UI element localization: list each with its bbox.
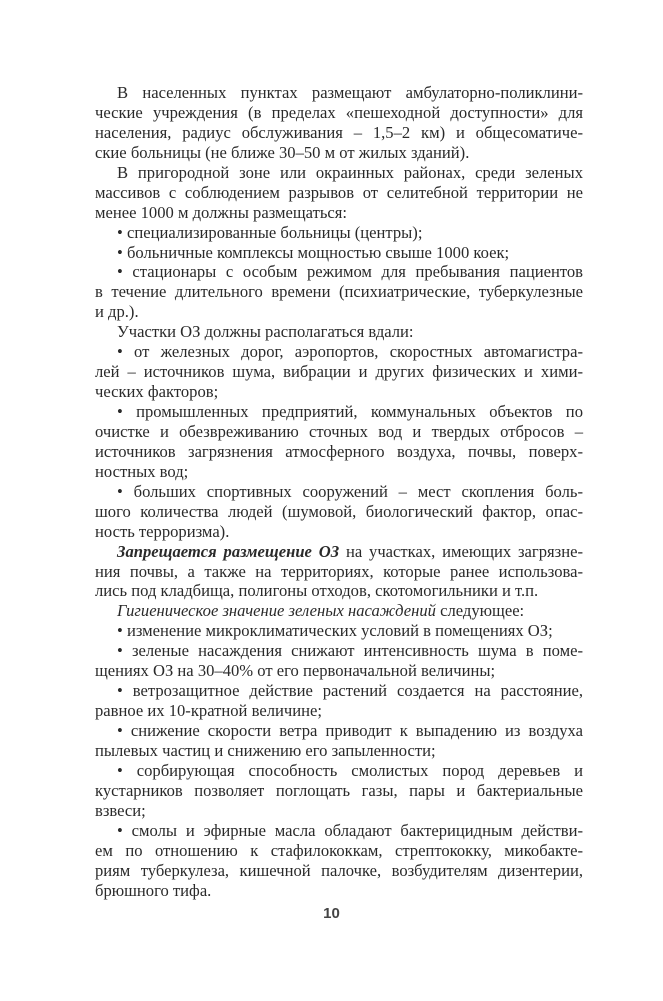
text-line: кустарников позволяет поглощать газы, пары и бактериальные	[95, 780, 583, 800]
bullet-item	[95, 262, 583, 322]
text-line: очистке и обезвреживанию сточных вод и твердых отбросов –	[95, 421, 583, 441]
text-line: массивов с соблюдением разрывов от селитебной территории не	[95, 182, 583, 202]
emphasized-text: Гигиеническое значение зеленых насаждений	[117, 601, 436, 621]
bullet-item	[95, 482, 583, 542]
text-line: в течение длительного времени (психиатрические, туберкулезные	[95, 282, 583, 302]
text-run: на участках, имеющих загрязне-	[339, 541, 583, 561]
text-line: • сорбирующая способность смолистых пород деревьев и	[117, 760, 583, 780]
text-line: источников загрязнения атмосферного воздуха, почвы, поверх-	[95, 441, 583, 461]
text-line	[95, 601, 583, 621]
text-line: равное их 10-кратной величине;	[95, 701, 322, 721]
paragraph	[95, 601, 583, 621]
text-line: • смолы и эфирные масла обладают бактерицидным действи-	[117, 820, 583, 840]
text-line: ческие учреждения (в пределах «пешеходной доступности» для	[95, 102, 583, 122]
emphasized-text: Запрещается размещение ОЗ	[117, 541, 340, 561]
text-line: лись под кладбища, полигоны отходов, скотомогильники и т.п.	[95, 581, 539, 601]
text-line: • промышленных предприятий, коммунальных объектов по	[117, 402, 583, 421]
text-line: населения, радиус обслуживания – 1,5–2 км) и общесоматиче-	[95, 122, 583, 142]
text-line: и др.).	[95, 302, 139, 322]
paragraph	[95, 542, 583, 602]
text-line: пылевых частиц и снижению его запыленности;	[95, 740, 436, 760]
text-line: • изменение микроклиматических условий в помещениях ОЗ;	[117, 621, 553, 641]
bullet-item	[95, 641, 583, 681]
text-line: взвеси;	[95, 800, 146, 820]
paragraph	[95, 322, 583, 342]
text-line: ностных вод;	[95, 461, 189, 481]
bullet-item	[95, 761, 583, 821]
text-line: ческих факторов;	[95, 382, 219, 402]
text-line: ния почвы, а также на территориях, которые ранее использова-	[95, 561, 583, 581]
text-line: ские больницы (не ближе 30–50 м от жилых зданий).	[95, 142, 470, 162]
text-line: менее 1000 м должны размещаться:	[95, 202, 348, 222]
page-body-text	[95, 83, 583, 900]
bullet-item	[95, 243, 583, 263]
text-line: • от железных дорог, аэропортов, скоростных автомагистра-	[117, 342, 583, 362]
text-line: ем по отношению к стафилококкам, стрептококку, микобакте-	[95, 840, 583, 860]
text-line: • специализированные больницы (центры);	[117, 222, 423, 242]
text-line: щениях ОЗ на 30–40% от его первоначальной величины;	[95, 661, 496, 681]
bullet-item	[95, 223, 583, 243]
text-line: • снижение скорости ветра приводит к выпадению из воздуха	[117, 721, 583, 740]
bullet-item	[95, 721, 583, 761]
text-line: В пригородной зоне или окраинных районах, среди зеленых	[117, 162, 583, 182]
text-line: ность терроризма).	[95, 521, 230, 541]
text-line: Участки ОЗ должны располагаться вдали:	[117, 322, 414, 342]
bullet-item	[95, 821, 583, 901]
text-line: • больничные комплексы мощностью свыше 1000 коек;	[117, 242, 510, 262]
bullet-item	[95, 342, 583, 402]
text-line: лей – источников шума, вибрации и других физических и хими-	[95, 362, 583, 382]
page-number: 10	[323, 905, 340, 922]
text-line: риям туберкулеза, кишечной палочке, возбудителям дизентерии,	[95, 860, 583, 880]
bullet-item	[95, 681, 583, 721]
text-line: • ветрозащитное действие растений создается на расстояние,	[117, 681, 583, 701]
bullet-item	[95, 621, 583, 641]
text-line: • зеленые насаждения снижают интенсивность шума в поме-	[117, 641, 583, 661]
text-line: • стационары с особым режимом для пребывания пациентов	[117, 262, 583, 282]
text-line: В населенных пунктах размещают амбулаторно-поликлини-	[117, 83, 583, 102]
text-line: брюшного тифа.	[95, 880, 212, 900]
bullet-item	[95, 402, 583, 482]
text-run: следующее:	[435, 601, 525, 621]
text-line: • больших спортивных сооружений – мест скопления боль-	[117, 481, 583, 501]
text-line: шого количества людей (шумовой, биологический фактор, опас-	[95, 501, 583, 521]
text-line	[95, 542, 583, 562]
paragraph	[95, 83, 583, 163]
paragraph	[95, 163, 583, 223]
